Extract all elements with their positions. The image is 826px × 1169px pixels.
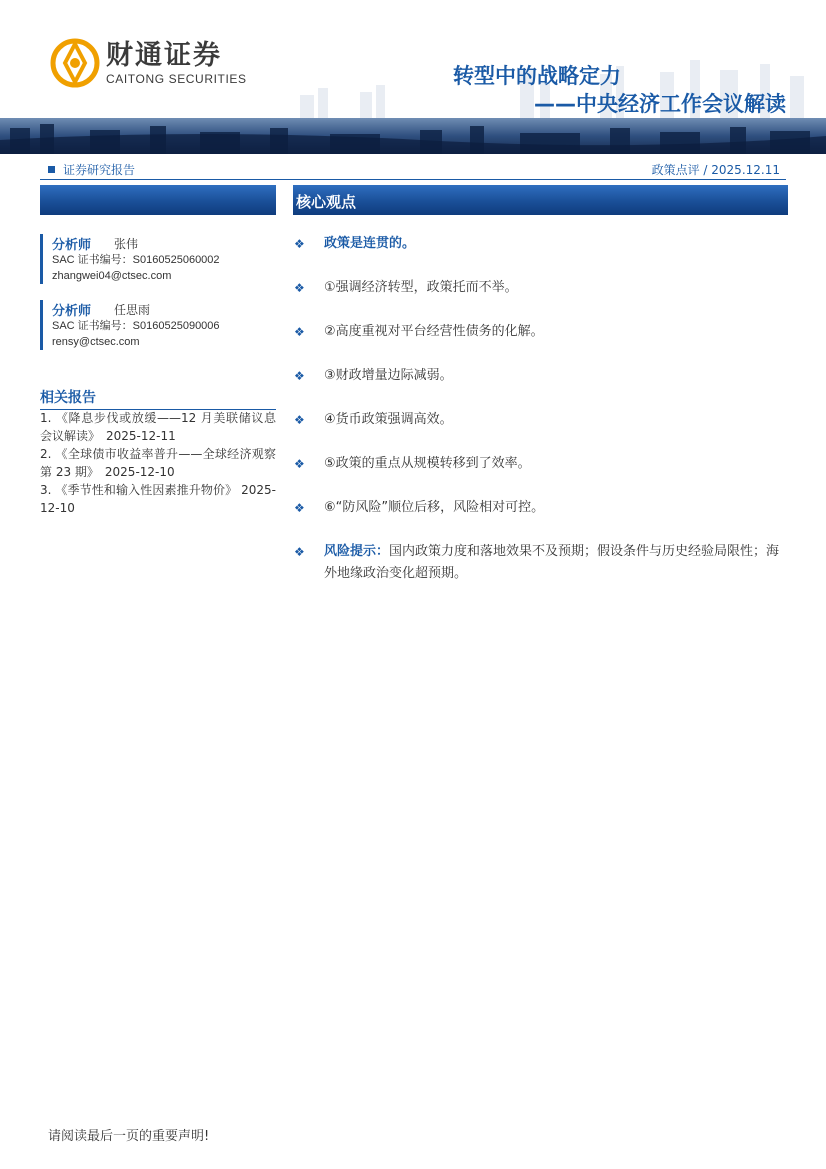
analyst-name: 任思雨	[114, 302, 151, 317]
core-point	[293, 321, 788, 343]
core-point	[293, 409, 788, 431]
report-category-label: 证券研究报告	[63, 163, 136, 177]
analyst-sac: SAC 证书编号：S0160525060002	[52, 254, 220, 266]
caitong-logo-icon	[50, 38, 100, 88]
related-reports-title: 相关报告	[40, 387, 276, 410]
core-point-text: ①强调经济转型，政策托而不举。	[324, 280, 518, 295]
diamond-bullet-icon: ❖	[294, 369, 305, 383]
related-report-link[interactable]: 1. 《降息步伐或放缓——12 月美联储议息会议解读》 2025-12-11	[40, 411, 276, 443]
square-bullet-icon	[48, 166, 55, 173]
diamond-bullet-icon: ❖	[294, 501, 305, 515]
diamond-bullet-icon: ❖	[294, 545, 305, 559]
core-point	[293, 453, 788, 475]
core-point-text: ③财政增量边际减弱。	[324, 368, 453, 383]
report-meta-bar	[40, 158, 786, 180]
risk-warning-label: 风险提示：	[324, 544, 390, 559]
left-header-band	[40, 185, 276, 215]
company-logo	[50, 38, 247, 88]
core-point	[293, 365, 788, 387]
related-report-link[interactable]: 3. 《季节性和输入性因素推升物价》 2025-12-10	[40, 483, 276, 515]
diamond-bullet-icon: ❖	[294, 237, 305, 251]
analyst-email[interactable]: zhangwei04@ctsec.com	[52, 270, 172, 282]
analyst-email[interactable]: rensy@ctsec.com	[52, 336, 140, 348]
related-report-link[interactable]: 2. 《全球债市收益率普升——全球经济观察第 23 期》 2025-12-10	[40, 447, 276, 479]
diamond-bullet-icon: ❖	[294, 281, 305, 295]
related-reports-list	[40, 409, 276, 517]
core-point-text: ⑤政策的重点从规模转移到了效率。	[324, 456, 531, 471]
logo-english-name: CAITONG SECURITIES	[106, 72, 247, 86]
risk-warning-body: 国内政策力度和落地效果不及预期；假设条件与历史经验局限性；海外地缘政治变化超预期。	[324, 544, 780, 581]
analyst-role: 分析师	[52, 237, 92, 253]
disclaimer-notice: 请阅读最后一页的重要声明!	[48, 1129, 210, 1144]
logo-chinese-name: 财通证券	[106, 40, 222, 71]
diamond-bullet-icon: ❖	[294, 325, 305, 339]
diamond-bullet-icon: ❖	[294, 457, 305, 471]
analyst-card	[40, 300, 276, 350]
report-category	[48, 161, 135, 178]
core-point	[293, 233, 788, 255]
analyst-sac: SAC 证书编号：S0160525090006	[52, 320, 220, 332]
core-views-title: 核心观点	[296, 193, 357, 211]
diamond-bullet-icon: ❖	[294, 413, 305, 427]
analyst-card	[40, 234, 276, 284]
core-point-text: ④货币政策强调高效。	[324, 412, 453, 427]
analyst-name: 张伟	[114, 236, 139, 251]
report-subtitle: ——中央经济工作会议解读	[534, 92, 786, 116]
core-headline: 政策是连贯的。	[324, 236, 416, 251]
core-point	[293, 277, 788, 299]
report-header	[0, 0, 826, 158]
core-point	[293, 497, 788, 519]
core-point-text: ⑥“防风险”顺位后移，风险相对可控。	[324, 500, 545, 515]
risk-warning-text	[324, 541, 788, 585]
report-type-date: 政策点评 / 2025.12.11	[651, 163, 780, 177]
core-views-header	[293, 185, 788, 215]
analyst-role: 分析师	[52, 303, 92, 319]
risk-warning	[293, 541, 788, 585]
core-point-text: ②高度重视对平台经营性债务的化解。	[324, 324, 544, 339]
report-title: 转型中的战略定力	[453, 64, 621, 88]
